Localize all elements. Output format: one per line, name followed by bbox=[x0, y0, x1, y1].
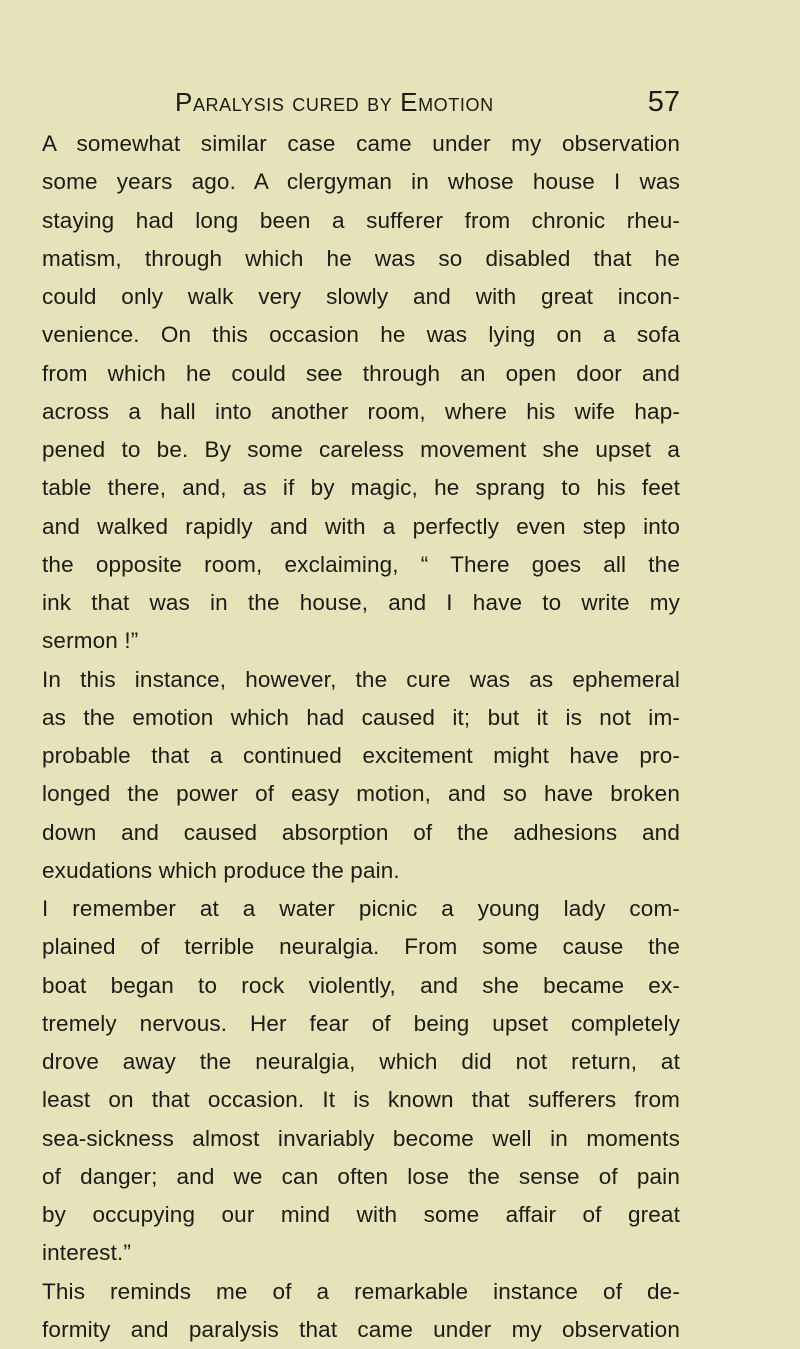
text-line: In this instance, however, the cure was as ephemeral bbox=[42, 666, 680, 692]
text-line: as the emotion which had caused it; but it is not im- bbox=[42, 704, 680, 730]
text-line: I remember at a water picnic a young lady com- bbox=[42, 896, 680, 921]
text-line: down and caused absorption of the adhesions and bbox=[42, 819, 680, 845]
text-line: matism, through which he was so disabled that he bbox=[42, 245, 680, 271]
text-line: formity and paralysis that came under my observation bbox=[42, 1316, 680, 1342]
text-line: drove away the neuralgia, which did not return, at bbox=[42, 1049, 680, 1074]
text-line: sermon !” bbox=[42, 628, 139, 654]
text-line: boat began to rock violently, and she became ex- bbox=[42, 972, 680, 998]
text-line: from which he could see through an open door and bbox=[42, 360, 680, 386]
text-line: This reminds me of a remarkable instance of de- bbox=[42, 1278, 680, 1304]
text-line: A somewhat similar case came under my observation bbox=[42, 131, 680, 156]
text-line: interest.” bbox=[42, 1240, 132, 1266]
text-line: some years ago. A clergyman in whose house I was bbox=[42, 169, 680, 195]
text-line: could only walk very slowly and with great incon- bbox=[42, 284, 680, 309]
text-line: venience. On this occasion he was lying on a sofa bbox=[42, 322, 680, 348]
text-line: and walked rapidly and with a perfectly even step into bbox=[42, 513, 680, 539]
text-line: staying had long been a sufferer from chronic rheu- bbox=[42, 207, 680, 233]
page-number: 57 bbox=[647, 86, 680, 118]
text-line: plained of terrible neuralgia. From some cause the bbox=[42, 934, 680, 960]
text-line: sea-sickness almost invariably become well in moments bbox=[42, 1125, 680, 1151]
text-line: of danger; and we can often lose the sense of pain bbox=[42, 1163, 680, 1189]
running-head bbox=[42, 84, 680, 120]
body-text bbox=[42, 125, 680, 1349]
running-head-title: Paralysis cured by Emotion bbox=[175, 87, 494, 117]
text-line: least on that occasion. It is known that sufferers from bbox=[42, 1087, 680, 1113]
text-line: longed the power of easy motion, and so have broken bbox=[42, 781, 680, 807]
text-line: ink that was in the house, and I have to write my bbox=[42, 590, 680, 615]
text-line: pened to be. By some careless movement she upset a bbox=[42, 437, 680, 462]
text-line: by occupying our mind with some affair of great bbox=[42, 1202, 680, 1227]
text-line: probable that a continued excitement might have pro- bbox=[42, 743, 680, 768]
text-line: exudations which produce the pain. bbox=[42, 857, 400, 883]
text-line: tremely nervous. Her fear of being upset completely bbox=[42, 1010, 680, 1036]
text-line: the opposite room, exclaiming, “ There goes all the bbox=[42, 551, 680, 577]
text-line: across a hall into another room, where his wife hap- bbox=[42, 398, 680, 424]
text-line: table there, and, as if by magic, he sprang to his feet bbox=[42, 475, 680, 501]
